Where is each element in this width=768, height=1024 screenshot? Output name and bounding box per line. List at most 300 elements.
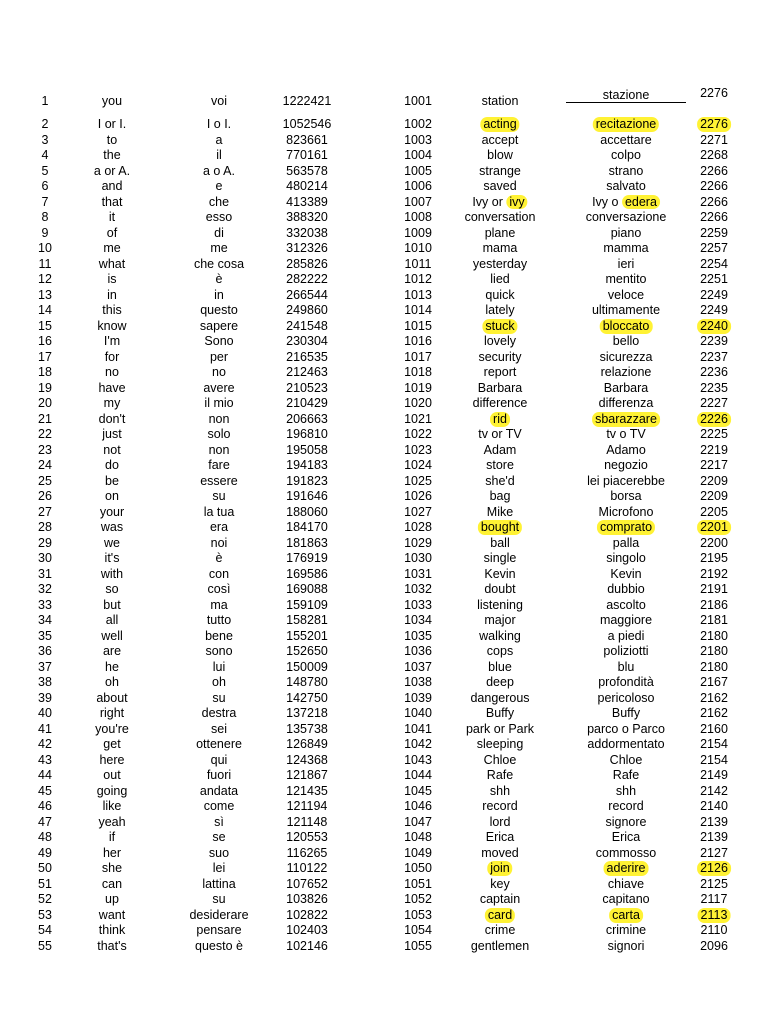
rank-cell: 1017	[404, 349, 432, 364]
italian-word-cell: come	[203, 799, 235, 813]
italian-word-cell: me	[210, 241, 228, 255]
english-word-cell: out	[103, 768, 121, 782]
english-word-cell: oh	[105, 675, 119, 689]
frequency-cell: 188060	[286, 504, 328, 519]
frequency-cell: 210429	[286, 396, 328, 410]
italian-word-cell: bene	[205, 628, 233, 643]
frequency-cell: 212463	[286, 365, 328, 379]
italian-word-cell: poliziotti	[603, 644, 649, 658]
italian-word-cell: sono	[205, 644, 233, 658]
rank-cell: 4	[41, 148, 49, 162]
frequency-cell: 2276	[700, 86, 728, 100]
frequency-cell: 121435	[286, 783, 328, 798]
rank-cell: 1013	[404, 287, 432, 302]
frequency-cell: 2180	[700, 628, 728, 643]
rank-cell: 50	[38, 861, 52, 875]
frequency-cell: 196810	[286, 427, 328, 441]
italian-word-cell: veloce	[607, 287, 645, 302]
english-word-cell: my	[103, 396, 121, 410]
italian-word-cell: esso	[205, 210, 233, 224]
english-word-cell: if	[108, 830, 116, 844]
english-word-cell: don't	[98, 411, 126, 426]
frequency-cell: 2117	[700, 892, 728, 906]
rank-cell: 1049	[404, 845, 432, 860]
highlighted-word: ivy	[506, 195, 527, 209]
italian-word-cell: record	[608, 799, 644, 813]
frequency-cell: 2167	[700, 675, 728, 689]
rank-cell: 1002	[404, 117, 432, 131]
rank-cell: 21	[38, 411, 52, 426]
english-word-cell: going	[96, 783, 128, 798]
english-word-cell: and	[101, 179, 123, 193]
frequency-cell: 2110	[700, 923, 728, 937]
frequency-cell: 135738	[286, 721, 328, 736]
italian-word-cell: signore	[605, 814, 647, 829]
frequency-cell: 2180	[700, 644, 728, 658]
english-word-cell: me	[103, 241, 121, 255]
rank-cell: 42	[38, 737, 52, 751]
rank-cell: 1018	[404, 365, 432, 379]
english-word-cell: stuck	[482, 319, 517, 334]
english-word-cell: is	[107, 272, 117, 286]
english-word-cell: this	[102, 303, 122, 317]
highlighted-word: edera	[622, 195, 660, 209]
italian-word-cell: carta	[609, 908, 643, 923]
frequency-cell: 2225	[700, 427, 728, 441]
english-word-cell: security	[478, 349, 522, 364]
english-word-cell: was	[100, 520, 124, 534]
italian-word-cell: parco o Parco	[587, 721, 665, 736]
english-word-cell: that	[101, 194, 123, 209]
frequency-cell: 2268	[700, 148, 728, 162]
rank-cell: 34	[38, 613, 52, 627]
rank-cell: 1003	[404, 132, 432, 147]
english-word-cell: no	[105, 365, 119, 379]
rank-cell: 1053	[404, 907, 432, 922]
italian-word-cell: se	[212, 830, 226, 844]
frequency-cell: 181863	[286, 535, 328, 550]
english-word-cell: to	[106, 132, 118, 147]
english-word-cell: park or Park	[465, 721, 535, 736]
rank-cell: 36	[38, 644, 52, 658]
english-word-cell: Chloe	[483, 752, 517, 767]
english-word-cell: think	[98, 923, 126, 937]
italian-word-cell: commosso	[595, 845, 657, 860]
english-word-cell: Rafe	[486, 768, 514, 782]
english-word-cell: your	[99, 504, 125, 519]
english-word-cell: rid	[490, 412, 510, 427]
english-word-cell: join	[487, 861, 512, 876]
italian-word-cell: desiderare	[189, 907, 249, 922]
frequency-cell: 102822	[286, 907, 328, 922]
rank-cell: 17	[38, 349, 52, 364]
italian-word-cell: Buffy	[611, 706, 641, 720]
rank-cell: 1043	[404, 752, 432, 767]
english-word-cell: captain	[479, 892, 521, 906]
italian-word-cell: Erica	[611, 830, 641, 844]
frequency-cell: 2251	[700, 272, 728, 286]
english-word-cell: strange	[479, 163, 521, 178]
frequency-cell: 282222	[286, 272, 328, 286]
italian-word-cell: addormentato	[587, 737, 665, 751]
italian-word-cell: ma	[210, 597, 228, 612]
english-word-cell: she	[101, 861, 123, 875]
rank-cell: 1015	[404, 318, 432, 333]
frequency-cell: 191646	[286, 489, 328, 503]
english-word-cell: you	[101, 94, 123, 108]
english-word-cell: yesterday	[472, 256, 528, 271]
english-word-cell: she'd	[485, 473, 515, 488]
italian-word-cell: crimine	[605, 923, 647, 937]
rank-cell: 1048	[404, 830, 432, 844]
italian-word-cell: fare	[208, 458, 230, 472]
english-word-cell: on	[105, 489, 119, 503]
rank-cell: 15	[38, 318, 52, 333]
rank-cell: 1032	[404, 582, 432, 596]
frequency-cell: 2126	[697, 861, 731, 876]
italian-word-cell: e	[215, 179, 223, 193]
italian-word-cell: voi	[211, 94, 227, 108]
english-word-cell: conversation	[464, 210, 536, 224]
frequency-cell: 2113	[698, 908, 731, 923]
italian-word-cell: comprato	[597, 520, 655, 535]
italian-word-cell: recitazione	[593, 117, 659, 132]
rank-cell: 45	[38, 783, 52, 798]
rank-cell: 38	[38, 675, 52, 689]
frequency-cell: 191823	[286, 473, 328, 488]
frequency-cell: 312326	[286, 241, 328, 255]
frequency-cell: 2139	[700, 814, 728, 829]
english-word-cell: he	[105, 659, 119, 674]
english-word-cell: major	[484, 613, 516, 627]
italian-word-cell: relazione	[600, 365, 652, 379]
italian-word-cell: differenza	[598, 396, 654, 410]
english-word-cell: blow	[487, 148, 513, 162]
italian-word-cell: così	[207, 582, 231, 596]
rank-cell: 1029	[404, 535, 432, 550]
italian-word-cell: sapere	[199, 318, 239, 333]
rank-cell: 1051	[404, 876, 432, 891]
underline-rule	[566, 102, 686, 103]
frequency-cell: 2142	[700, 783, 728, 798]
frequency-cell: 266544	[286, 287, 328, 302]
frequency-cell: 230304	[286, 334, 328, 348]
rank-cell: 51	[38, 876, 52, 891]
rank-cell: 1028	[404, 520, 432, 534]
italian-word-cell: non	[208, 411, 230, 426]
english-word-cell: Erica	[485, 830, 515, 844]
rank-cell: 1014	[404, 303, 432, 317]
english-word-cell: store	[486, 458, 514, 472]
frequency-cell: 285826	[286, 256, 328, 271]
rank-cell: 55	[38, 938, 52, 953]
italian-word-cell: conversazione	[585, 210, 667, 224]
frequency-cell: 2180	[700, 659, 728, 674]
italian-word-cell: sei	[211, 721, 227, 736]
italian-word-cell: sì	[214, 814, 224, 829]
italian-word-cell: blu	[617, 659, 635, 674]
italian-word-cell: ultimamente	[591, 303, 661, 317]
english-word-cell: shh	[489, 783, 511, 798]
italian-word-cell: qui	[210, 752, 228, 767]
frequency-cell: 480214	[286, 179, 328, 193]
italian-word-cell: tutto	[206, 613, 232, 627]
english-word-cell: you're	[95, 721, 129, 736]
frequency-cell: 2140	[700, 799, 728, 813]
rank-cell: 1007	[404, 194, 432, 209]
frequency-cell: 2266	[700, 179, 728, 193]
frequency-cell: 2271	[700, 132, 728, 147]
frequency-cell: 2266	[700, 210, 728, 224]
english-word-cell: know	[97, 318, 127, 333]
rank-cell: 1045	[404, 783, 432, 798]
rank-cell: 1021	[404, 411, 432, 426]
frequency-cell: 158281	[286, 613, 328, 627]
italian-word-cell: non	[208, 442, 230, 457]
rank-cell: 1041	[404, 721, 432, 736]
rank-cell: 9	[41, 225, 49, 240]
frequency-cell: 2209	[700, 473, 728, 488]
rank-cell: 1024	[404, 458, 432, 472]
english-word-cell: station	[481, 94, 519, 108]
rank-cell: 12	[38, 272, 52, 286]
italian-word-cell: avere	[203, 380, 235, 395]
rank-cell: 7	[41, 194, 49, 209]
italian-word-cell: tv o TV	[606, 427, 646, 441]
english-word-cell: tv or TV	[478, 427, 522, 441]
english-word-cell: blue	[488, 659, 512, 674]
italian-word-cell: il	[216, 148, 222, 162]
frequency-cell: 120553	[286, 830, 328, 844]
italian-word-cell: oh	[212, 675, 226, 689]
italian-word-cell: che cosa	[193, 256, 245, 271]
english-word-cell: for	[104, 349, 120, 364]
rank-cell: 30	[38, 551, 52, 565]
rank-cell: 1011	[404, 256, 432, 271]
rank-cell: 20	[38, 396, 52, 410]
frequency-cell: 2191	[700, 582, 728, 596]
rank-cell: 1040	[404, 706, 432, 720]
rank-cell: 48	[38, 830, 52, 844]
rank-cell: 1006	[404, 179, 432, 193]
italian-word-cell: questo è	[195, 938, 243, 953]
italian-word-cell: questo	[200, 303, 238, 317]
italian-word-cell: salvato	[606, 179, 646, 193]
english-word-cell: get	[103, 737, 121, 751]
rank-cell: 1034	[404, 613, 432, 627]
rank-cell: 54	[38, 923, 52, 937]
italian-word-cell: piano	[610, 225, 642, 240]
rank-cell: 1010	[404, 241, 432, 255]
english-word-cell: ball	[490, 535, 510, 550]
english-word-cell: up	[105, 892, 119, 906]
italian-word-cell: chiave	[607, 876, 645, 891]
frequency-cell: 102146	[286, 938, 328, 953]
italian-word-cell: lui	[212, 659, 226, 674]
frequency-cell: 2160	[700, 721, 728, 736]
rank-cell: 1023	[404, 442, 432, 457]
rank-cell: 1031	[404, 566, 432, 581]
italian-word-cell: no	[212, 365, 226, 379]
rank-cell: 1050	[404, 861, 432, 875]
italian-word-cell: sbarazzare	[592, 412, 660, 427]
english-word-cell: listening	[477, 597, 523, 612]
rank-cell: 1033	[404, 597, 432, 612]
italian-word-cell: mentito	[605, 272, 647, 286]
rank-cell: 35	[38, 628, 52, 643]
italian-word-cell: ieri	[617, 256, 635, 271]
rank-cell: 52	[38, 892, 52, 906]
rank-cell: 46	[38, 799, 52, 813]
frequency-cell: 332038	[286, 225, 328, 240]
italian-word-cell: Microfono	[598, 504, 654, 519]
english-word-cell: doubt	[484, 582, 516, 596]
italian-word-cell: era	[209, 520, 229, 534]
rank-cell: 5	[41, 163, 49, 178]
frequency-cell: 126849	[286, 737, 328, 751]
english-word-cell: lied	[490, 272, 510, 286]
italian-word-cell: mamma	[603, 241, 649, 255]
italian-word-cell: Chloe	[609, 752, 643, 767]
italian-word-cell: palla	[612, 535, 640, 550]
frequency-cell: 2226	[697, 412, 731, 427]
rank-cell: 49	[38, 845, 52, 860]
rank-cell: 24	[38, 458, 52, 472]
english-word-cell: Ivy or ivy	[472, 195, 527, 210]
italian-word-cell: I o I.	[206, 117, 232, 131]
frequency-cell: 388320	[286, 210, 328, 224]
rank-cell: 31	[38, 566, 52, 581]
italian-word-cell: profondità	[598, 675, 654, 689]
italian-word-cell: pericoloso	[597, 690, 655, 705]
rank-cell: 33	[38, 597, 52, 612]
rank-cell: 14	[38, 303, 52, 317]
italian-word-cell: Sono	[204, 334, 234, 348]
frequency-cell: 2149	[700, 768, 728, 782]
english-word-cell: walking	[479, 628, 521, 643]
rank-cell: 1005	[404, 163, 432, 178]
english-word-cell: here	[99, 752, 125, 767]
rank-cell: 32	[38, 582, 52, 596]
italian-word-cell: bello	[612, 334, 640, 348]
english-word-cell: Buffy	[485, 706, 515, 720]
rank-cell: 1037	[404, 659, 432, 674]
frequency-cell: 2227	[700, 396, 728, 410]
english-word-cell: single	[483, 551, 517, 565]
frequency-cell: 2257	[700, 241, 728, 255]
italian-word-cell: negozio	[604, 458, 648, 472]
frequency-cell: 2181	[700, 613, 728, 627]
italian-word-cell: a	[215, 132, 223, 147]
english-word-cell: gentlemen	[470, 938, 530, 953]
english-word-cell: about	[96, 690, 128, 705]
rank-cell: 6	[41, 179, 49, 193]
english-word-cell: can	[101, 876, 123, 891]
italian-word-cell: aderire	[604, 861, 649, 876]
rank-cell: 1025	[404, 473, 432, 488]
frequency-cell: 159109	[286, 597, 328, 612]
frequency-cell: 823661	[286, 132, 328, 147]
frequency-cell: 2096	[700, 938, 728, 953]
frequency-cell: 152650	[286, 644, 328, 658]
english-word-cell: I'm	[103, 334, 121, 348]
frequency-cell: 148780	[286, 675, 328, 689]
italian-word-cell: ottenere	[196, 737, 242, 751]
rank-cell: 22	[38, 427, 52, 441]
rank-cell: 47	[38, 814, 52, 829]
rank-cell: 40	[38, 706, 52, 720]
rank-cell: 1047	[404, 814, 432, 829]
italian-word-cell: Barbara	[603, 380, 649, 395]
english-word-cell: dangerous	[470, 690, 530, 705]
rank-cell: 18	[38, 365, 52, 379]
rank-cell: 37	[38, 659, 52, 674]
english-word-cell: saved	[483, 179, 517, 193]
italian-word-cell: suo	[208, 845, 230, 860]
english-word-cell: bought	[478, 520, 522, 535]
italian-word-cell: accettare	[600, 132, 652, 147]
rank-cell: 1044	[404, 768, 432, 782]
frequency-cell: 2209	[700, 489, 728, 503]
english-word-cell: do	[105, 458, 119, 472]
rank-cell: 19	[38, 380, 52, 395]
frequency-cell: 142750	[286, 690, 328, 705]
italian-word-cell: ascolto	[606, 597, 646, 612]
english-word-cell: quick	[485, 287, 515, 302]
frequency-cell: 103826	[286, 892, 328, 906]
rank-cell: 1019	[404, 380, 432, 395]
frequency-cell: 2192	[700, 566, 728, 581]
rank-cell: 41	[38, 721, 52, 736]
rank-cell: 1038	[404, 675, 432, 689]
frequency-cell: 2237	[700, 349, 728, 364]
italian-word-cell: la tua	[203, 504, 235, 519]
italian-word-cell: essere	[200, 473, 238, 488]
italian-word-cell: in	[214, 287, 224, 302]
english-word-cell: it's	[104, 551, 120, 565]
english-word-cell: Mike	[486, 504, 514, 519]
frequency-cell: 2162	[700, 690, 728, 705]
english-word-cell: with	[100, 566, 124, 581]
italian-word-cell: solo	[207, 427, 231, 441]
frequency-cell: 2236	[700, 365, 728, 379]
frequency-cell: 121867	[286, 768, 328, 782]
italian-word-cell: dubbio	[607, 582, 645, 596]
frequency-cell: 102403	[286, 923, 328, 937]
rank-cell: 13	[38, 287, 52, 302]
english-word-cell: record	[482, 799, 518, 813]
english-word-cell: are	[102, 644, 122, 658]
frequency-cell: 413389	[286, 194, 328, 209]
frequency-cell: 137218	[286, 706, 328, 720]
frequency-cell: 121194	[286, 799, 328, 813]
frequency-cell: 2266	[700, 194, 728, 209]
english-word-cell: the	[103, 148, 121, 162]
rank-cell: 11	[38, 256, 52, 271]
frequency-cell: 2266	[700, 163, 728, 178]
english-word-cell: lately	[485, 303, 515, 317]
frequency-cell: 124368	[286, 752, 328, 767]
frequency-cell: 195058	[286, 442, 328, 457]
frequency-cell: 184170	[286, 520, 328, 534]
english-word-cell: plane	[484, 225, 516, 240]
italian-word-cell: sicurezza	[599, 349, 653, 364]
italian-word-cell: bloccato	[600, 319, 653, 334]
frequency-cell: 194183	[286, 458, 328, 472]
rank-cell: 1030	[404, 551, 432, 565]
english-word-cell: deep	[486, 675, 514, 689]
english-word-cell: of	[106, 225, 118, 240]
